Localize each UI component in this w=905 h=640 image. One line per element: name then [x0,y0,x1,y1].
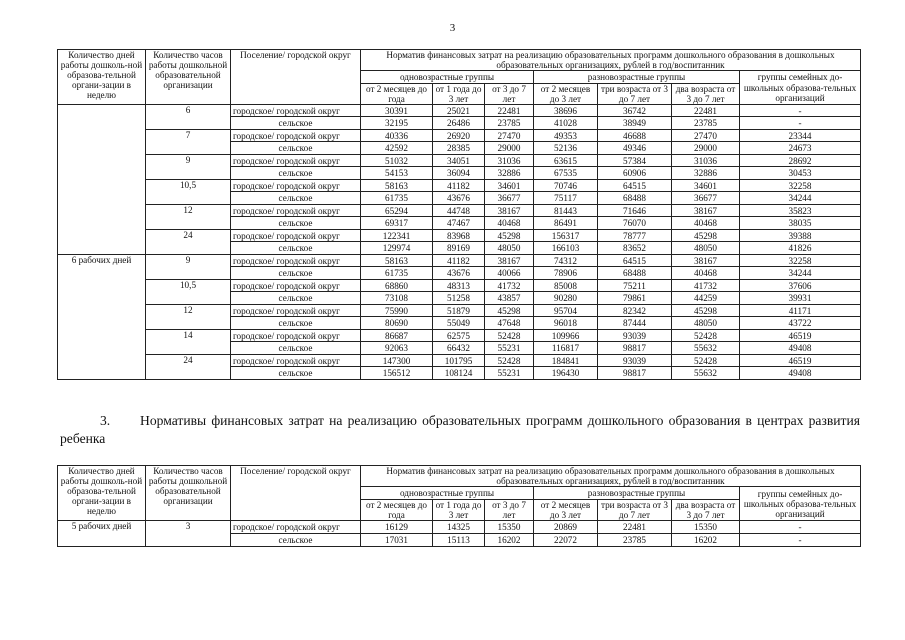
settlement-cell: городское/ городской округ [231,329,361,342]
value-cell: 75211 [598,279,672,292]
table-row [58,521,861,534]
value-cell: 35823 [740,204,861,217]
value-cell: 41826 [740,242,861,255]
section-title: Нормативы финансовых затрат на реализацию образовательных программ дошкольного образования в центрах развития ребенка [60,413,860,447]
value-cell: 75117 [534,192,598,205]
value-cell: 95704 [534,304,598,317]
value-cell: 54153 [361,167,433,180]
value-cell: 38167 [485,204,534,217]
value-cell: - [740,534,861,547]
header-same-age-groups: одновозрастные группы [361,71,534,84]
value-cell: 51032 [361,154,433,167]
value-cell: 34244 [740,267,861,280]
header-working-hours: Количество часов работы дошкольной образовательной организации [146,50,231,105]
value-cell: 32258 [740,254,861,267]
value-cell: 25021 [433,104,485,117]
header-age-subgroup: два возраста от 3 до 7 лет [672,500,740,521]
value-cell: 116817 [534,342,598,355]
value-cell: 80690 [361,317,433,330]
value-cell: 38167 [672,254,740,267]
value-cell: 26920 [433,129,485,142]
header-age-subgroup: от 2 месяцев до 3 лет [534,500,598,521]
value-cell: 57384 [598,154,672,167]
value-cell: 48050 [672,317,740,330]
value-cell: 156512 [361,367,433,380]
value-cell: 98817 [598,342,672,355]
header-age-subgroup: от 3 до 7 лет [485,83,534,104]
value-cell: 40468 [672,217,740,230]
value-cell: 22072 [534,534,598,547]
value-cell: 17031 [361,534,433,547]
value-cell: 23785 [672,117,740,130]
table-row [58,129,861,142]
settlement-cell: сельское [231,242,361,255]
value-cell: 44748 [433,204,485,217]
value-cell: 43676 [433,267,485,280]
settlement-cell: городское/ городской округ [231,254,361,267]
settlement-cell: городское/ городской округ [231,229,361,242]
value-cell: 78906 [534,267,598,280]
value-cell: 32258 [740,179,861,192]
value-cell: 43722 [740,317,861,330]
value-cell: 67535 [534,167,598,180]
header-age-subgroup: от 2 месяцев до года [361,500,433,521]
section-heading [60,412,860,449]
value-cell: 196430 [534,367,598,380]
header-mixed-age-groups: разновозрастные группы [534,487,740,500]
value-cell: 15350 [485,521,534,534]
header-age-subgroup: от 1 года до 3 лет [433,83,485,104]
value-cell: 40336 [361,129,433,142]
value-cell: 52136 [534,142,598,155]
settlement-cell: сельское [231,217,361,230]
value-cell: 52428 [672,354,740,367]
value-cell: 41171 [740,304,861,317]
value-cell: 47467 [433,217,485,230]
value-cell: 64515 [598,179,672,192]
value-cell: 40468 [485,217,534,230]
header-age-subgroup: от 2 месяцев до 3 лет [534,83,598,104]
value-cell: 16202 [485,534,534,547]
value-cell: 61735 [361,192,433,205]
value-cell: 16129 [361,521,433,534]
value-cell: 58163 [361,179,433,192]
days-cell [58,104,146,254]
value-cell: 41182 [433,254,485,267]
value-cell: 28385 [433,142,485,155]
value-cell: 43857 [485,292,534,305]
header-age-subgroup: от 2 месяцев до года [361,83,433,104]
value-cell: 48050 [485,242,534,255]
value-cell: 71646 [598,204,672,217]
settlement-cell: сельское [231,367,361,380]
hours-cell: 10,5 [146,279,231,304]
value-cell: 32886 [485,167,534,180]
settlement-cell: сельское [231,292,361,305]
value-cell: 81443 [534,204,598,217]
value-cell: 49408 [740,342,861,355]
value-cell: 49408 [740,367,861,380]
value-cell: 85008 [534,279,598,292]
value-cell: 61735 [361,267,433,280]
value-cell: 101795 [433,354,485,367]
hours-cell: 24 [146,229,231,254]
value-cell: 68488 [598,267,672,280]
table-row [58,279,861,292]
value-cell: 65294 [361,204,433,217]
value-cell: 45298 [485,229,534,242]
settlement-cell: сельское [231,342,361,355]
value-cell: 39388 [740,229,861,242]
value-cell: 16202 [672,534,740,547]
hours-cell: 24 [146,354,231,379]
value-cell: 60906 [598,167,672,180]
hours-cell: 9 [146,154,231,179]
table-row [58,354,861,367]
value-cell: 78777 [598,229,672,242]
settlement-cell: городское/ городской округ [231,104,361,117]
value-cell: - [740,521,861,534]
header-age-subgroup: от 1 года до 3 лет [433,500,485,521]
value-cell: 28692 [740,154,861,167]
settlement-cell: городское/ городской округ [231,304,361,317]
header-days-per-week: Количество дней работы дошколь-ной образова-тельной органи-зации в неделю [58,50,146,105]
value-cell: 93039 [598,329,672,342]
value-cell: 86491 [534,217,598,230]
value-cell: 70746 [534,179,598,192]
value-cell: 55231 [485,342,534,355]
value-cell: 69317 [361,217,433,230]
table-row [58,179,861,192]
value-cell: 15113 [433,534,485,547]
value-cell: 29000 [485,142,534,155]
table-row [58,329,861,342]
value-cell: 42592 [361,142,433,155]
value-cell: 86687 [361,329,433,342]
value-cell: 92063 [361,342,433,355]
header-age-subgroup: от 3 до 7 лет [485,500,534,521]
header-age-subgroup: три возраста от 3 до 7 лет [598,500,672,521]
value-cell: 68860 [361,279,433,292]
hours-cell: 3 [146,521,231,547]
value-cell: 38949 [598,117,672,130]
settlement-cell: сельское [231,117,361,130]
value-cell: - [740,104,861,117]
value-cell: 55632 [672,342,740,355]
value-cell: 23344 [740,129,861,142]
value-cell: 14325 [433,521,485,534]
section-number: 3. [100,413,111,428]
settlement-cell: городское/ городской округ [231,279,361,292]
header-working-hours: Количество часов работы дошкольной образовательной организации [146,466,231,521]
value-cell: 32886 [672,167,740,180]
settlement-cell: сельское [231,267,361,280]
value-cell: 37606 [740,279,861,292]
value-cell: 76070 [598,217,672,230]
value-cell: 27470 [485,129,534,142]
value-cell: 41028 [534,117,598,130]
value-cell: 32195 [361,117,433,130]
value-cell: 40066 [485,267,534,280]
value-cell: 96018 [534,317,598,330]
value-cell: 129974 [361,242,433,255]
value-cell: 23785 [598,534,672,547]
value-cell: 30391 [361,104,433,117]
value-cell: 75990 [361,304,433,317]
value-cell: 40468 [672,267,740,280]
value-cell: 49346 [598,142,672,155]
value-cell: 55632 [672,367,740,380]
value-cell: 90280 [534,292,598,305]
value-cell: 29000 [672,142,740,155]
header-family-groups: группы семейных до-школьных образова-тельных организаций [740,71,861,105]
table-row [58,229,861,242]
settlement-cell: городское/ городской округ [231,521,361,534]
value-cell: 184841 [534,354,598,367]
value-cell: 52428 [485,354,534,367]
value-cell: 38035 [740,217,861,230]
value-cell: 22481 [672,104,740,117]
value-cell: 109966 [534,329,598,342]
days-cell: 6 рабочих дней [58,254,146,379]
value-cell: 46688 [598,129,672,142]
value-cell: 62575 [433,329,485,342]
hours-cell: 12 [146,304,231,329]
value-cell: 52428 [672,329,740,342]
value-cell: 34244 [740,192,861,205]
settlement-cell: городское/ городской округ [231,129,361,142]
value-cell: 147300 [361,354,433,367]
table-row [58,254,861,267]
value-cell: 36094 [433,167,485,180]
value-cell: 38167 [672,204,740,217]
value-cell: 24673 [740,142,861,155]
header-age-subgroup: три возраста от 3 до 7 лет [598,83,672,104]
child-development-centers-table [57,465,861,547]
hours-cell: 14 [146,329,231,354]
value-cell: 31036 [672,154,740,167]
value-cell: 30453 [740,167,861,180]
value-cell: 22481 [485,104,534,117]
hours-cell: 9 [146,254,231,279]
value-cell: 41732 [672,279,740,292]
value-cell: 31036 [485,154,534,167]
value-cell: 51879 [433,304,485,317]
settlement-cell: городское/ городской округ [231,154,361,167]
value-cell: 41182 [433,179,485,192]
value-cell: 45298 [485,304,534,317]
header-age-subgroup: два возраста от 3 до 7 лет [672,83,740,104]
header-days-per-week: Количество дней работы дошколь-ной образова-тельной органи-зации в неделю [58,466,146,521]
value-cell: 55231 [485,367,534,380]
value-cell: 98817 [598,367,672,380]
value-cell: 68488 [598,192,672,205]
value-cell: 36677 [485,192,534,205]
value-cell: 44259 [672,292,740,305]
hours-cell: 6 [146,104,231,129]
value-cell: 166103 [534,242,598,255]
header-norm-title: Норматив финансовых затрат на реализацию образовательных программ дошкольного образования в дошкольных образовательных организациях, рублей в год/воспитанник [361,466,861,487]
header-mixed-age-groups: разновозрастные группы [534,71,740,84]
table-row [58,104,861,117]
value-cell: - [740,117,861,130]
value-cell: 87444 [598,317,672,330]
value-cell: 48313 [433,279,485,292]
settlement-cell: сельское [231,142,361,155]
value-cell: 79861 [598,292,672,305]
value-cell: 45298 [672,229,740,242]
value-cell: 46519 [740,354,861,367]
value-cell: 108124 [433,367,485,380]
header-family-groups: группы семейных до-школьных образова-тельных организаций [740,487,861,521]
header-same-age-groups: одновозрастные группы [361,487,534,500]
value-cell: 47648 [485,317,534,330]
value-cell: 63615 [534,154,598,167]
value-cell: 73108 [361,292,433,305]
header-norm-title: Норматив финансовых затрат на реализацию образовательных программ дошкольного образования в дошкольных образовательных организациях, рублей в год/воспитанник [361,50,861,71]
value-cell: 36677 [672,192,740,205]
settlement-cell: сельское [231,317,361,330]
hours-cell: 7 [146,129,231,154]
value-cell: 45298 [672,304,740,317]
value-cell: 156317 [534,229,598,242]
value-cell: 43676 [433,192,485,205]
value-cell: 27470 [672,129,740,142]
value-cell: 22481 [598,521,672,534]
table-row [58,204,861,217]
value-cell: 52428 [485,329,534,342]
value-cell: 26486 [433,117,485,130]
value-cell: 48050 [672,242,740,255]
value-cell: 74312 [534,254,598,267]
value-cell: 46519 [740,329,861,342]
value-cell: 83968 [433,229,485,242]
value-cell: 83652 [598,242,672,255]
header-settlement: Поселение/ городской округ [231,50,361,105]
settlement-cell: городское/ городской округ [231,204,361,217]
value-cell: 58163 [361,254,433,267]
value-cell: 64515 [598,254,672,267]
settlement-cell: городское/ городской округ [231,179,361,192]
value-cell: 34051 [433,154,485,167]
value-cell: 39931 [740,292,861,305]
value-cell: 89169 [433,242,485,255]
settlement-cell: городское/ городской округ [231,354,361,367]
value-cell: 82342 [598,304,672,317]
value-cell: 34601 [672,179,740,192]
value-cell: 122341 [361,229,433,242]
settlement-cell: сельское [231,192,361,205]
header-settlement: Поселение/ городской округ [231,466,361,521]
value-cell: 34601 [485,179,534,192]
value-cell: 23785 [485,117,534,130]
value-cell: 20869 [534,521,598,534]
value-cell: 38696 [534,104,598,117]
page-number: 3 [449,22,456,34]
value-cell: 15350 [672,521,740,534]
days-cell: 5 рабочих дней [58,521,146,547]
table-row [58,154,861,167]
funding-norms-table [57,49,861,380]
value-cell: 51258 [433,292,485,305]
value-cell: 49353 [534,129,598,142]
value-cell: 36742 [598,104,672,117]
value-cell: 93039 [598,354,672,367]
table-row [58,304,861,317]
value-cell: 55049 [433,317,485,330]
settlement-cell: сельское [231,167,361,180]
hours-cell: 12 [146,204,231,229]
value-cell: 38167 [485,254,534,267]
settlement-cell: сельское [231,534,361,547]
value-cell: 66432 [433,342,485,355]
hours-cell: 10,5 [146,179,231,204]
value-cell: 41732 [485,279,534,292]
